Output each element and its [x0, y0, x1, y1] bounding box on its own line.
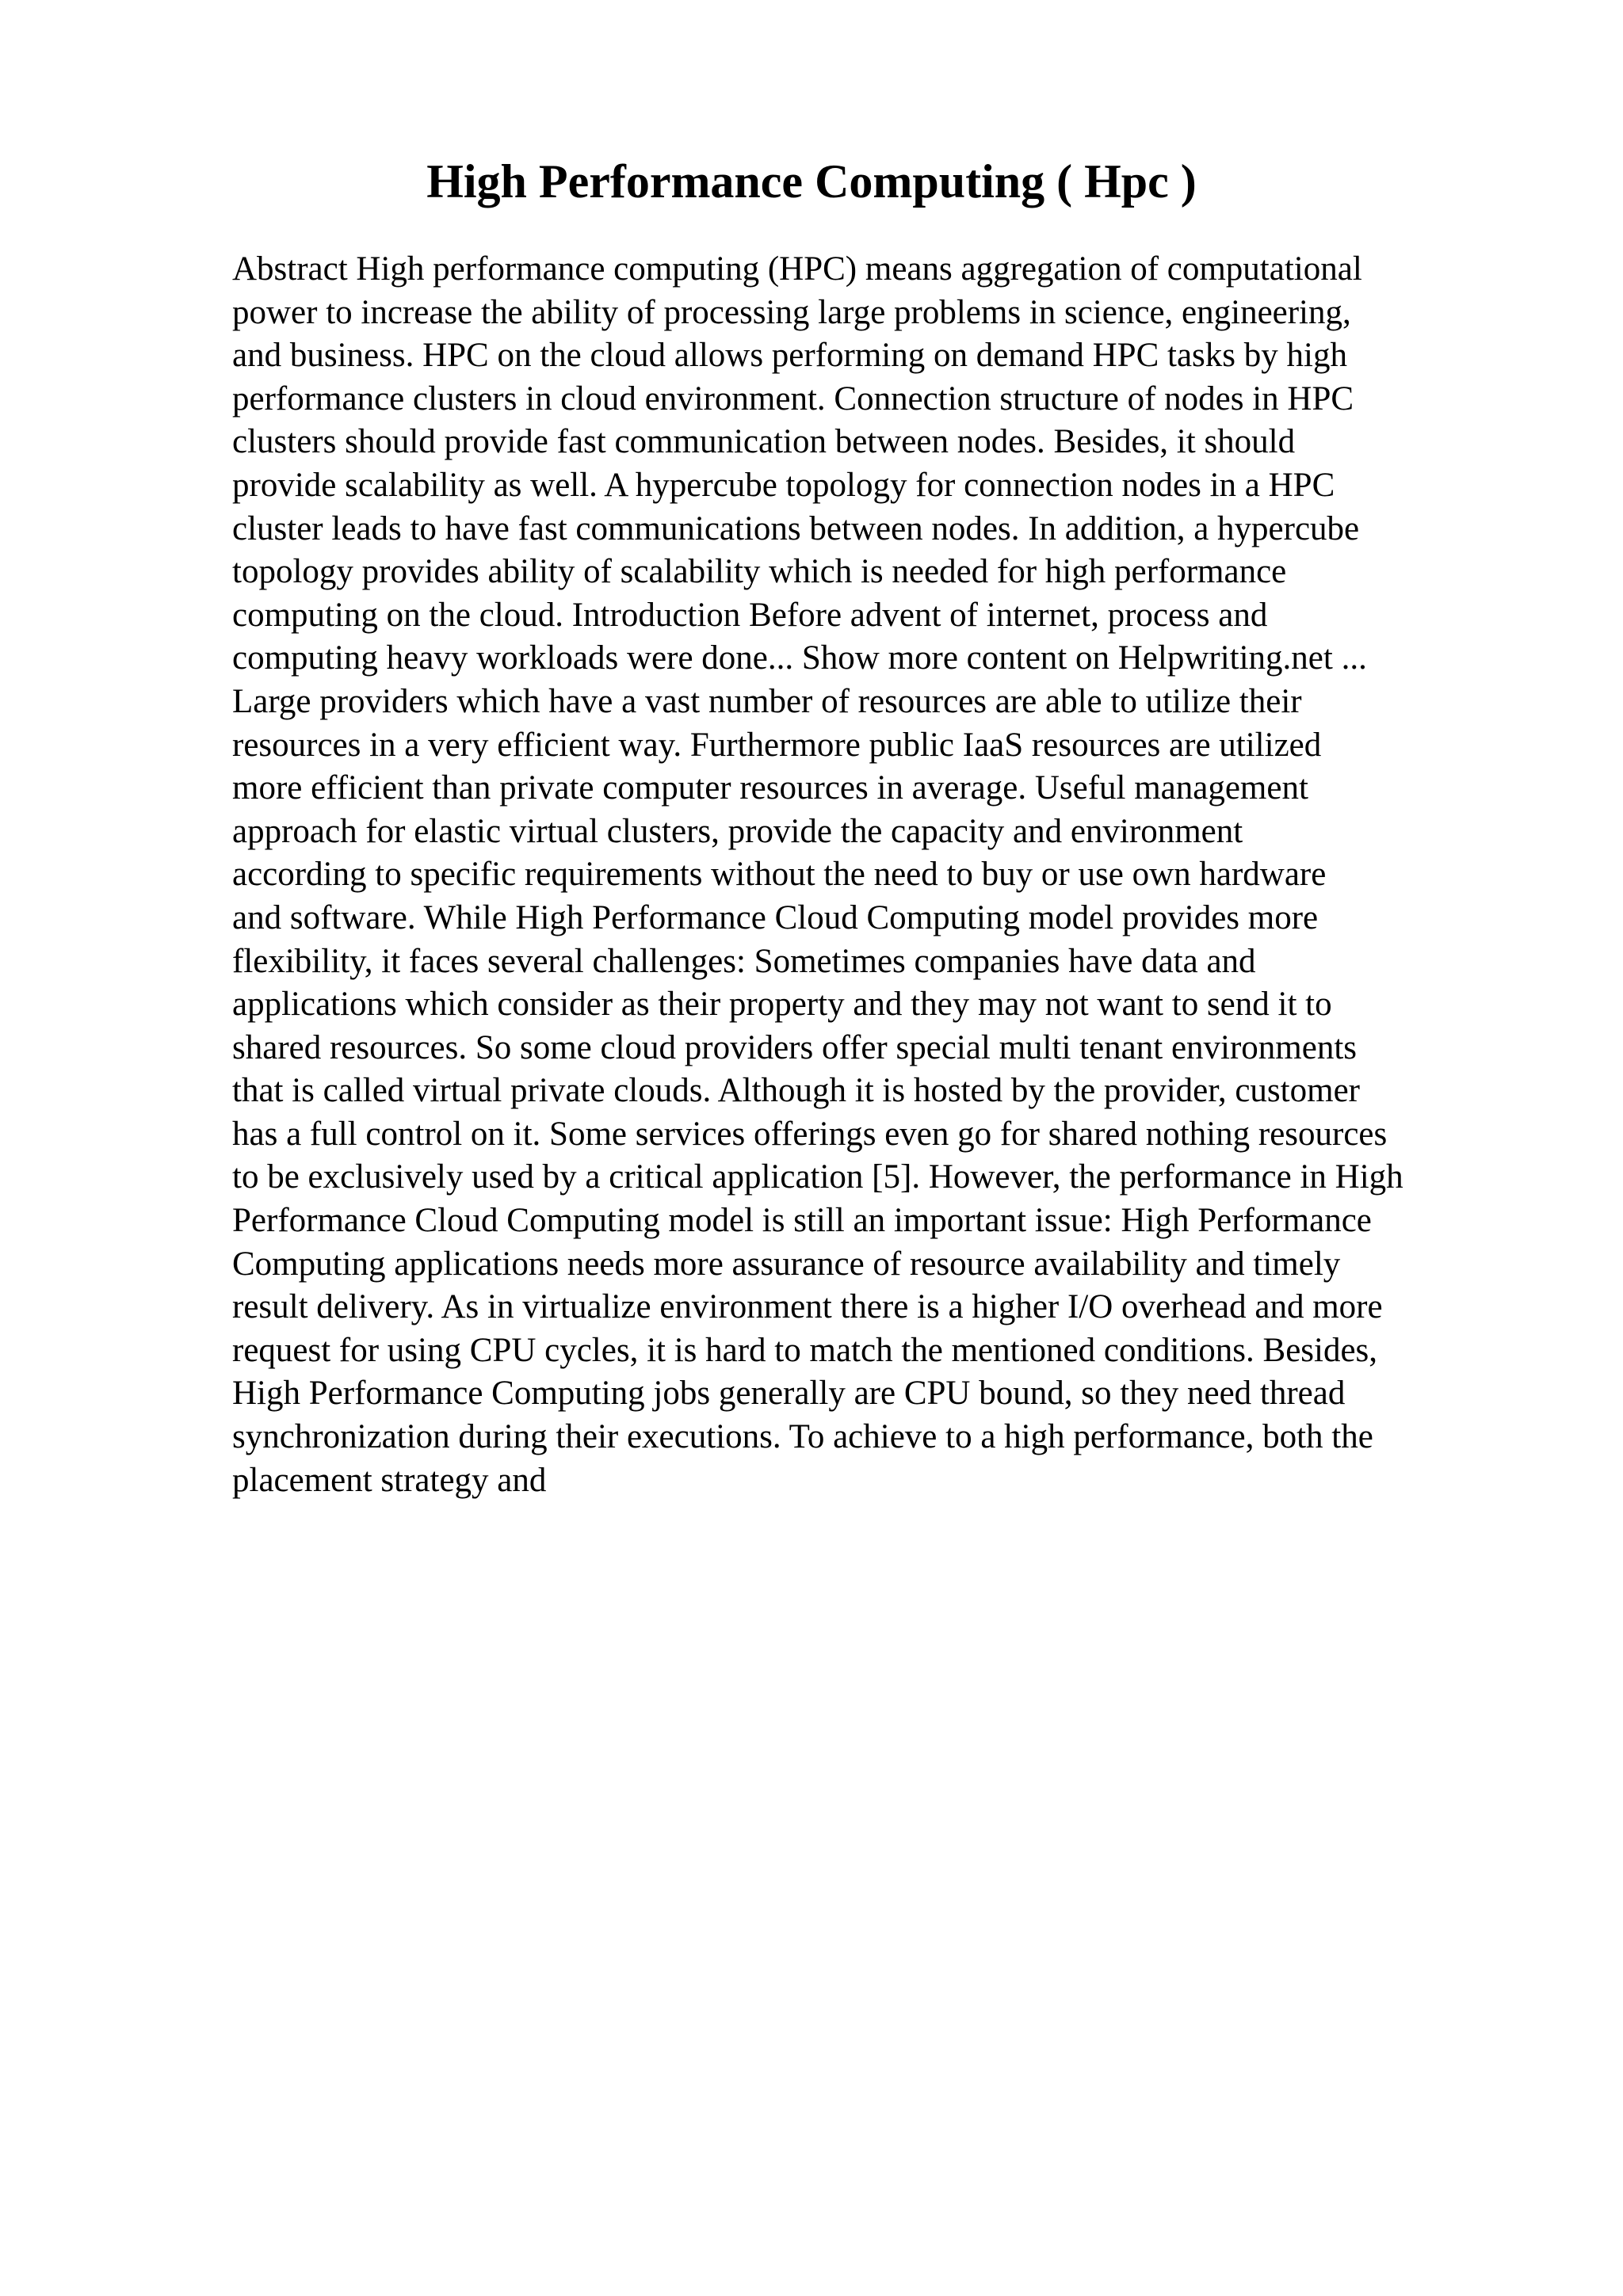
body-line: provide scalability as well. A hypercube topology for connection nodes in a HPC — [232, 466, 1335, 504]
body-line: applications which consider as their property and they may not want to send it to — [232, 986, 1332, 1024]
body-line: power to increase the ability of processing large problems in science, engineering, — [232, 293, 1351, 331]
body-line: cluster leads to have fast communications between nodes. In addition, a hypercube — [232, 509, 1360, 547]
body-line: and software. While High Performance Cloud Computing model provides more — [232, 898, 1319, 936]
body-line: approach for elastic virtual clusters, provide the capacity and environment — [232, 812, 1243, 850]
body-line: has a full control on it. Some services offerings even go for shared nothing resources — [232, 1115, 1388, 1153]
body-line: High Performance Computing jobs generally are CPU bound, so they need thread — [232, 1375, 1346, 1413]
body-line: and business. HPC on the cloud allows performing on demand HPC tasks by high — [232, 337, 1347, 375]
body-line: result delivery. As in virtualize environment there is a higher I/O overhead and more — [232, 1288, 1383, 1326]
body-line: performance clusters in cloud environment. Connection structure of nodes in HPC — [232, 379, 1354, 418]
body-line: placement strategy and — [232, 1461, 547, 1499]
body-line: Computing applications needs more assurance of resource availability and timely — [232, 1245, 1341, 1283]
document-title: High Performance Computing ( Hpc ) — [426, 155, 1197, 208]
body-line: flexibility, it faces several challenges: Sometimes companies have data and — [232, 942, 1256, 980]
body-line: computing on the cloud. Introduction Before advent of internet, process and — [232, 596, 1268, 634]
body-line: Abstract High performance computing (HPC) means aggregation of computational — [232, 250, 1362, 288]
body-line: shared resources. So some cloud providers offer special multi tenant environments — [232, 1028, 1358, 1066]
body-line: more efficient than private computer resources in average. Useful management — [232, 769, 1308, 807]
body-line: to be exclusively used by a critical application [5]. However, the performance in High — [232, 1158, 1403, 1196]
document-body — [232, 248, 1595, 1502]
body-line: that is called virtual private clouds. Although it is hosted by the provider, customer — [232, 1072, 1360, 1110]
body-line: Performance Cloud Computing model is still an important issue: High Performance — [232, 1202, 1372, 1240]
body-line: resources in a very efficient way. Furthermore public IaaS resources are utilized — [232, 726, 1322, 764]
body-line: according to specific requirements without the need to buy or use own hardware — [232, 856, 1327, 894]
body-line: computing heavy workloads were done... Show more content on Helpwriting.net ... — [232, 639, 1367, 677]
body-line: clusters should provide fast communication between nodes. Besides, it should — [232, 423, 1296, 461]
body-line: Large providers which have a vast number of resources are able to utilize their — [232, 682, 1302, 720]
body-line: synchronization during their executions. To achieve to a high performance, both the — [232, 1418, 1373, 1456]
body-line: topology provides ability of scalability which is needed for high performance — [232, 553, 1287, 591]
body-line: request for using CPU cycles, it is hard to match the mentioned conditions. Besides, — [232, 1331, 1378, 1369]
